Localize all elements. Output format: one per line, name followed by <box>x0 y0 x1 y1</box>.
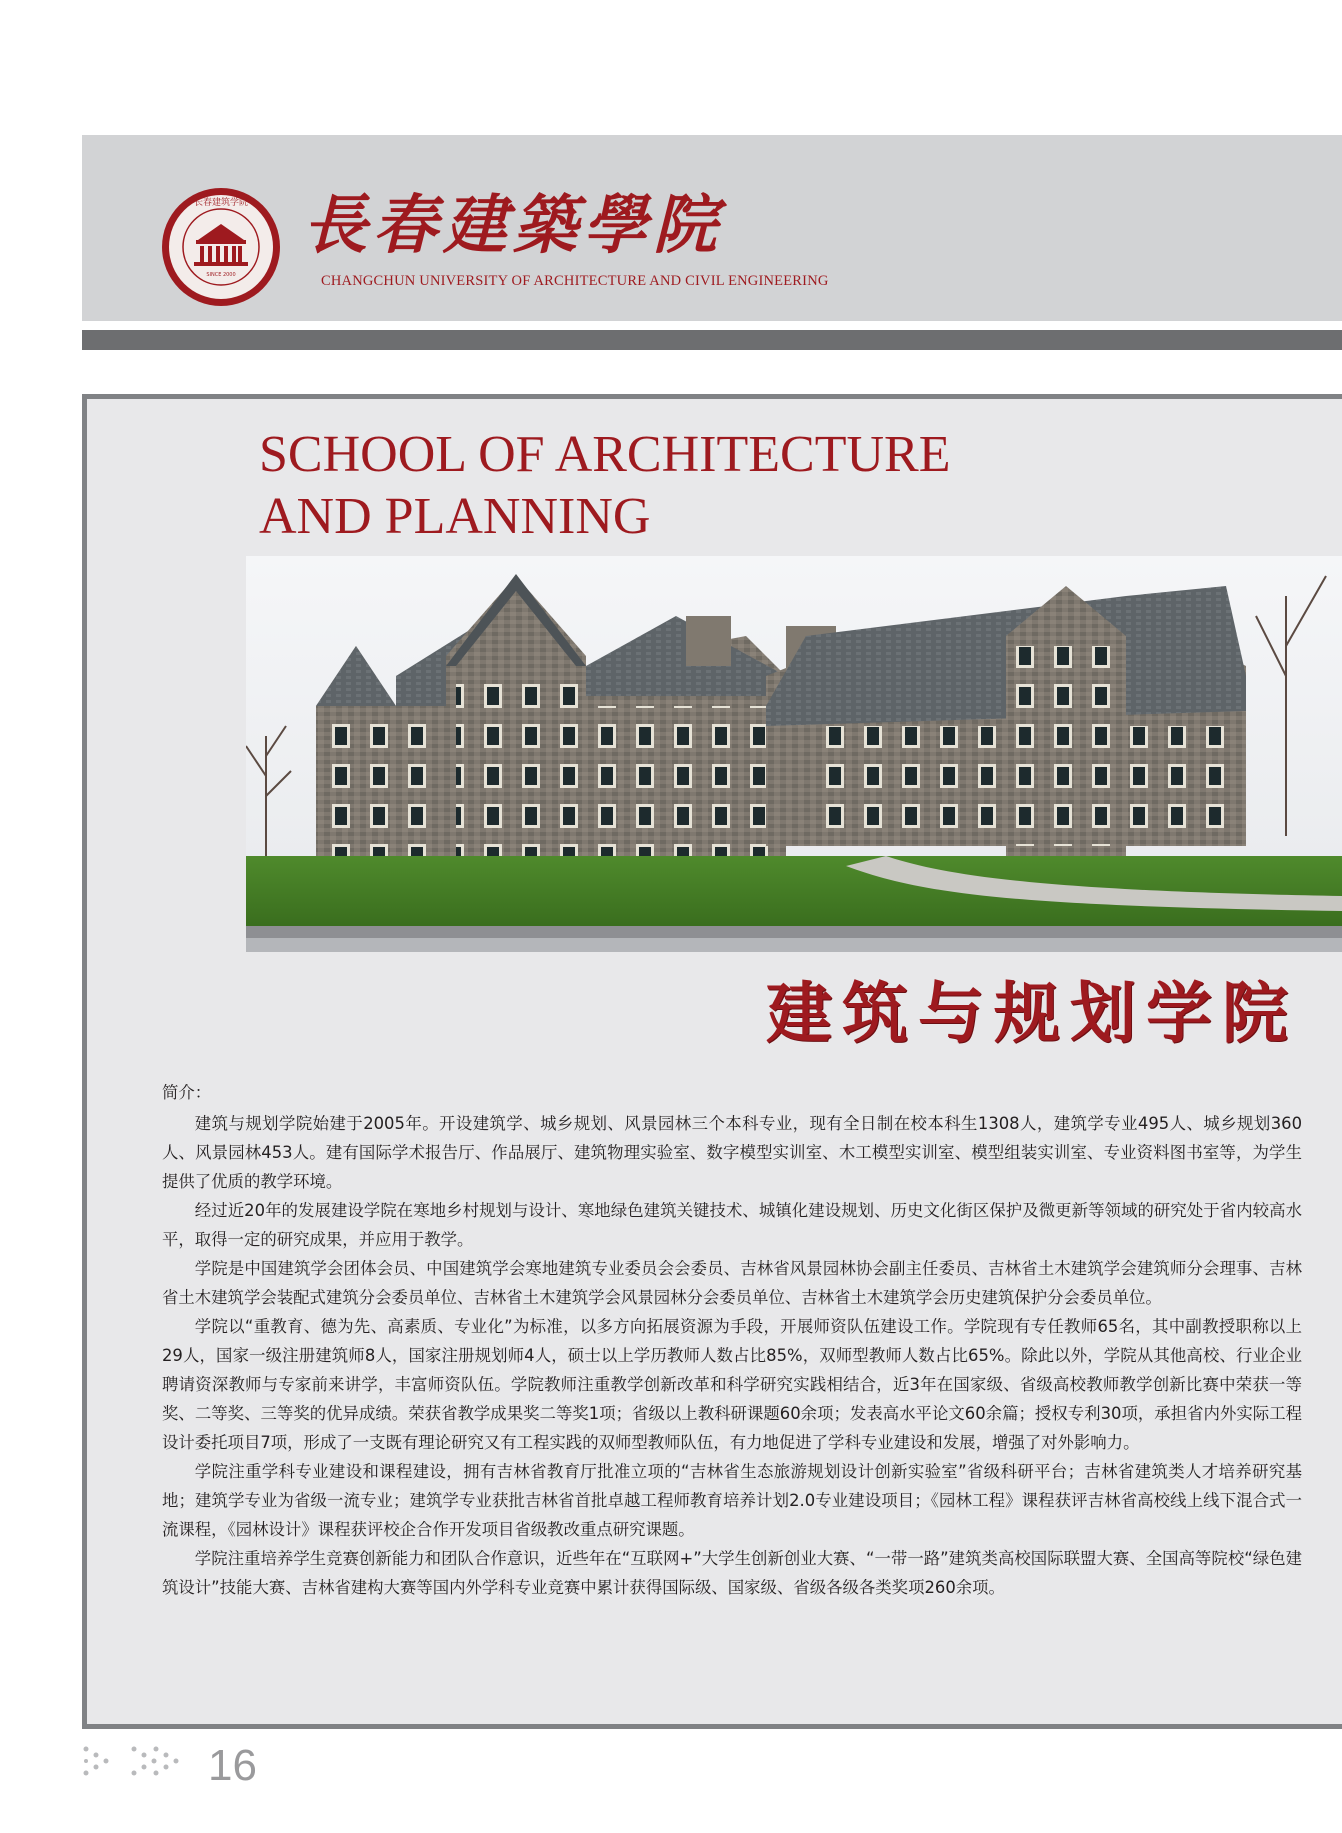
page-number: 16 <box>208 1741 257 1790</box>
header-divider <box>82 330 1342 350</box>
intro-paragraph: 经过近20年的发展建设学院在寒地乡村规划与设计、寒地绿色建筑关键技术、城镇化建设规划、历史文化街区保护及微更新等领域的研究处于省内较高水平，取得一定的研究成果，并应用于教学。 <box>162 1201 1302 1249</box>
svg-text:SINCE 2000: SINCE 2000 <box>206 272 236 278</box>
introduction-section <box>162 1078 1302 1602</box>
decorative-dots-icon <box>130 1745 186 1781</box>
intro-paragraph: 建筑与规划学院始建于2005年。开设建筑学、城乡规划、风景园林三个本科专业，现有全日制在校本科生1308人，建筑学专业495人、城乡规划360人、风景园林453人。建有国际学术报告厅、作品展厅、建筑物理实验室、数字模型实训室、木工模型实训室、模型组装实训室、专业资料图书室等，为学生提供了优质的教学环境。 <box>162 1114 1302 1191</box>
school-title-english-line2: AND PLANNING <box>259 488 651 545</box>
svg-text:长春建筑学院: 长春建筑学院 <box>193 198 249 208</box>
intro-paragraph: 学院是中国建筑学会团体会员、中国建筑学会寒地建筑专业委员会会委员、吉林省风景园林协会副主任委员、吉林省土木建筑学会建筑师分会理事、吉林省土木建筑学会装配式建筑分会委员单位、吉林省土木建筑学会风景园林分会委员单位、吉林省土木建筑学会历史建筑保护分会委员单位。 <box>162 1259 1302 1307</box>
intro-paragraph: 学院注重培养学生竞赛创新能力和团队合作意识，近些年在“互联网+”大学生创新创业大赛、“一带一路”建筑类高校国际联盟大赛、全国高等院校“绿色建筑设计”技能大赛、吉林省建构大赛等国内外学科专业竞赛中累计获得国际级、国家级、省级各级各类奖项260余项。 <box>162 1549 1302 1597</box>
intro-paragraph: 学院以“重教育、德为先、高素质、专业化”为标准，以多方向拓展资源为手段，开展师资队伍建设工作。学院现有专任教师65名，其中副教授职称以上29人，国家一级注册建筑师8人，国家注册规划师4人，硕士以上学历教师人数占比85%，双师型教师人数占比65%。除此以外，学院从其他高校、行业企业聘请资深教师与专家前来讲学，丰富师资队伍。学院教师注重教学创新改革和科学研究实践相结合，近3年在国家级、省级高校教师教学创新比赛中荣获一等奖、二等奖、三等奖的优异成绩。荣获省教学成果奖二等奖1项；省级以上教科研课题60余项；发表高水平论文60余篇；授权专利30项，承担省内外实际工程设计委托项目7项，形成了一支既有理论研究又有工程实践的双师型教师队伍，有力地促进了学科专业建设和发展，增强了对外影响力。 <box>162 1317 1302 1452</box>
school-title-chinese: 建筑与规划学院 <box>766 975 1298 1052</box>
university-seal-logo <box>160 186 282 308</box>
university-name-chinese: 長春建築學院 <box>303 188 723 263</box>
building-photo <box>246 556 1342 952</box>
university-name-english: CHANGCHUN UNIVERSITY OF ARCHITECTURE AND CIVIL ENGINEERING <box>321 273 829 289</box>
intro-paragraph: 学院注重学科专业建设和课程建设，拥有吉林省教育厅批准立项的“吉林省生态旅游规划设计创新实验室”省级科研平台；吉林省建筑类人才培养研究基地；建筑学专业为省级一流专业；建筑学专业获批吉林省首批卓越工程师教育培养计划2.0专业建设项目；《园林工程》课程获评吉林省高校线上线下混合式一流课程，《园林设计》课程获评校企合作开发项目省级教改重点研究课题。 <box>162 1462 1302 1539</box>
decorative-dots-icon <box>82 1745 112 1781</box>
school-title-english <box>259 424 950 548</box>
introduction-label: 简介： <box>162 1083 212 1102</box>
school-title-english-line1: SCHOOL OF ARCHITECTURE <box>259 426 951 483</box>
